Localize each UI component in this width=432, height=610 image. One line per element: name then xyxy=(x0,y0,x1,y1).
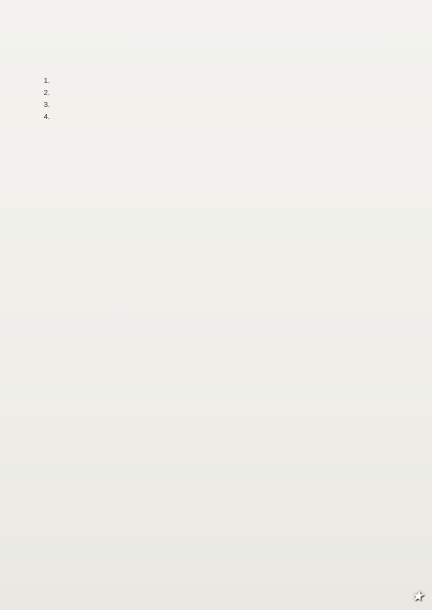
paragraph-spacer xyxy=(36,62,406,72)
site-watermark xyxy=(412,586,424,604)
list-item xyxy=(52,76,406,86)
list-item xyxy=(52,100,406,110)
list-item xyxy=(52,112,406,122)
section-spacer xyxy=(36,30,406,44)
paragraph-spacer xyxy=(36,48,406,58)
star-icon: ★ xyxy=(412,589,423,603)
paragraph-spacer xyxy=(36,126,406,136)
method-list xyxy=(36,76,406,122)
section-2 xyxy=(36,48,406,136)
list-item xyxy=(52,88,406,98)
